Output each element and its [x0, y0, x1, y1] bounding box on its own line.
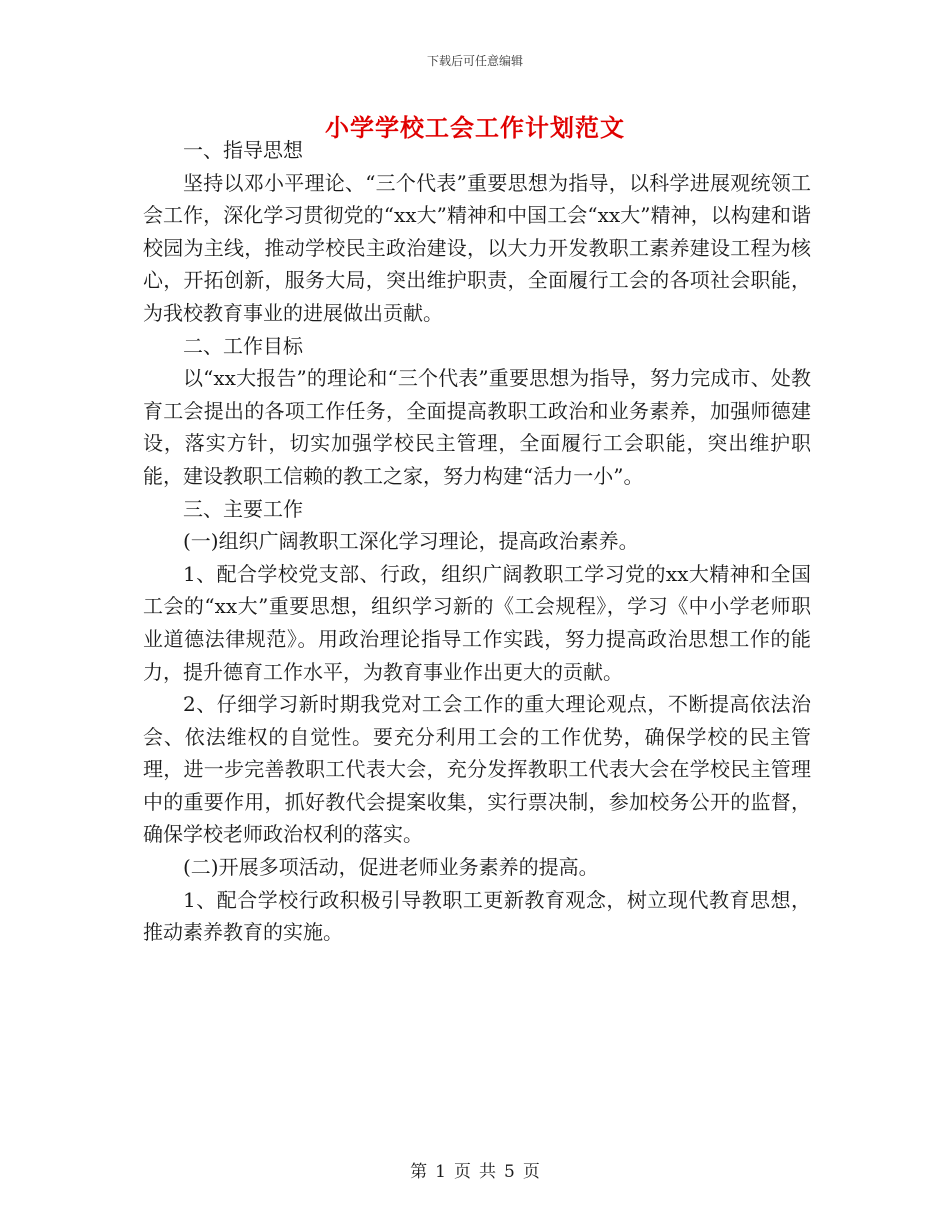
paragraph-item-1-1: 1、配合学校党支部、行政，组织广阔教职工学习党的xx大精神和全国工会的“xx大”重要思想，组织学习新的《工会规程》，学习《中小学老师职业道德法律规范》。用政治理论指导工作实践，努力提高政治思想工作的能力，提升德育工作水平，为教育事业作出更大的贡献。: [143, 561, 811, 684]
section-heading-work-goals: 二、工作目标: [183, 333, 303, 358]
footer-total-label: 共: [479, 1162, 496, 1182]
footer-total-pages: 5: [504, 1162, 515, 1182]
header-note: 下载后可任意编辑: [426, 54, 523, 68]
document-body: [143, 134, 811, 949]
paragraph-item-1-2: 2、仔细学习新时期我党对工会工作的重大理论观点，不断提高依法治会、依法维权的自觉性。要充分利用工会的工作优势，确保学校的民主管理，进一步完善教职工代表大会，充分发挥教职工代表大会在学校民主管理中的重要作用，抓好教代会提案收集，实行票决制，参加校务公开的监督，确保学校老师政治权利的落实。: [143, 692, 811, 847]
footer-suffix: 页: [522, 1162, 540, 1182]
paragraph-work-goals: 以“xx大报告”的理论和“三个代表”重要思想为指导，努力完成市、处教育工会提出的各项工作任务，全面提高教职工政治和业务素养，加强师德建设，落实方针，切实加强学校民主管理，全面履行工会职能，突出维护职能，建设教职工信赖的教工之家，努力构建“活力一小”。: [143, 366, 811, 488]
paragraph-guiding-ideology: 坚持以邓小平理论、“三个代表”重要思想为指导，以科学进展观统领工会工作，深化学习贯彻党的“xx大”精神和中国工会“xx大”精神，以构建和谐校园为主线，推动学校民主政治建设，以大力开发教职工素养建设工程为核心，开拓创新，服务大局，突出维护职责，全面履行工会的各项社会职能，为我校教育事业的进展做出贡献。: [143, 170, 811, 325]
page-footer: [0, 1157, 950, 1182]
paragraph-item-2-1: 1、配合学校行政积极引导教职工更新教育观念，树立现代教育思想，推动素养教育的实施。: [143, 887, 811, 945]
subsection-heading-2: (二)开展多项活动，促进老师业务素养的提高。: [183, 855, 599, 880]
section-heading-main-work: 三、主要工作: [183, 496, 303, 521]
footer-prefix: 第: [410, 1162, 428, 1182]
section-heading-guiding-ideology: 一、指导思想: [183, 138, 303, 162]
footer-current-page: 1: [435, 1162, 446, 1182]
document-title: 小学学校工会工作计划范文: [325, 113, 625, 142]
footer-page-label: 页: [454, 1162, 471, 1182]
subsection-heading-1: (一)组织广阔教职工深化学习理论，提高政治素养。: [183, 529, 639, 554]
